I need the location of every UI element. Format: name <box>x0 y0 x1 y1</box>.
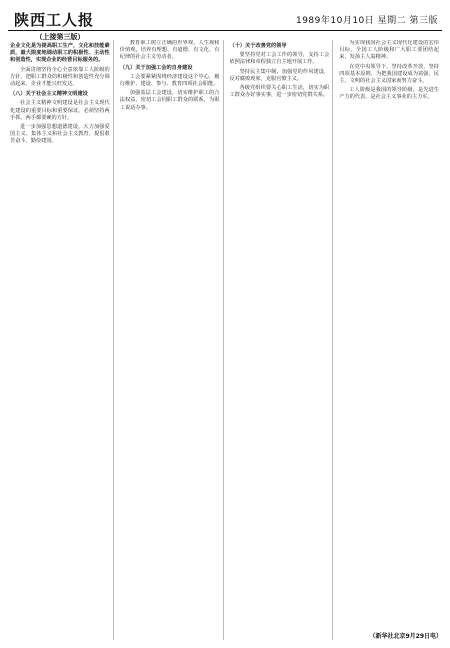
text-column-1 <box>10 40 114 640</box>
paragraph: 加强基层工会建设，切实维护职工的合法权益，密切工会同职工群众的联系，为职工说话办事。 <box>119 90 220 111</box>
paper-name: 陕西工人报 <box>14 11 95 29</box>
paragraph: 坚持民主集中制，加强党的作风建设，反对腐败现象，克服官僚主义。 <box>229 68 330 82</box>
paragraph: 工会要紧紧围绕经济建设这个中心，履行维护、建设、参与、教育四项社会职能。 <box>119 73 220 88</box>
paragraph: 企业文化是为提高职工生产，文化和技能素质，最大限度地调动职工的积极性、主动性和创造性，实现企业的经营目标服务的。 <box>10 43 110 64</box>
text-column-4 <box>339 40 442 640</box>
section-heading: （九）关于加强工会的自身建设 <box>119 64 193 71</box>
paragraph: 进一步加强思想道德建设，大力加强爱国主义、集体主义和社会主义教育，提倡艰苦奋斗、勤俭建国。 <box>10 124 110 145</box>
paragraph: 工人阶级是我国的领导阶级，是先进生产力的代表，是社会主义事业的主力军。 <box>339 87 439 101</box>
section-heading: （八）关于社会主义精神文明建设 <box>10 91 88 98</box>
paragraph: 全面贯彻坚持全心全意依靠工人阶级的方针，把职工群众的积极性和创造性充分调动起来，企业才能兴旺发达。 <box>10 66 110 88</box>
section-heading: （十）关于改善党的领导 <box>229 43 287 49</box>
article-columns <box>10 40 442 640</box>
masthead <box>8 8 442 31</box>
byline: （新华社北京9月29日电） <box>369 633 442 640</box>
issue-info: 1989年10月10日 星期二 第三版 <box>295 16 438 26</box>
paragraph: 为实现我国社会主义现代化建设的宏伟目标，全国工人阶级和广大职工要团结起来，发扬主人翁精神。 <box>339 40 439 61</box>
text-column-3 <box>230 40 334 640</box>
paragraph: 在党中央领导下，坚持改革开放，坚持四项基本原则，为把我国建设成为富强、民主、文明的社会主义国家而努力奋斗。 <box>339 63 439 85</box>
paragraph: 教育职工树立正确的世界观、人生观和价值观，培养有理想、有道德、有文化、有纪律的社会主义劳动者。 <box>119 40 220 61</box>
paragraph: 各级党组织要关心职工生活，切实为职工群众办好事实事，进一步密切党群关系。 <box>229 85 330 99</box>
article-title: （上接第三版） <box>35 33 85 41</box>
paragraph: 社会主义精神文明建设是社会主义现代化建设的重要目标和重要保证。必须坚持两手抓、两手都要硬的方针。 <box>10 100 110 121</box>
text-column-2 <box>120 40 224 640</box>
paragraph: 要坚持党对工会工作的领导，支持工会依照法律和章程独立自主地开展工作。 <box>229 52 330 66</box>
